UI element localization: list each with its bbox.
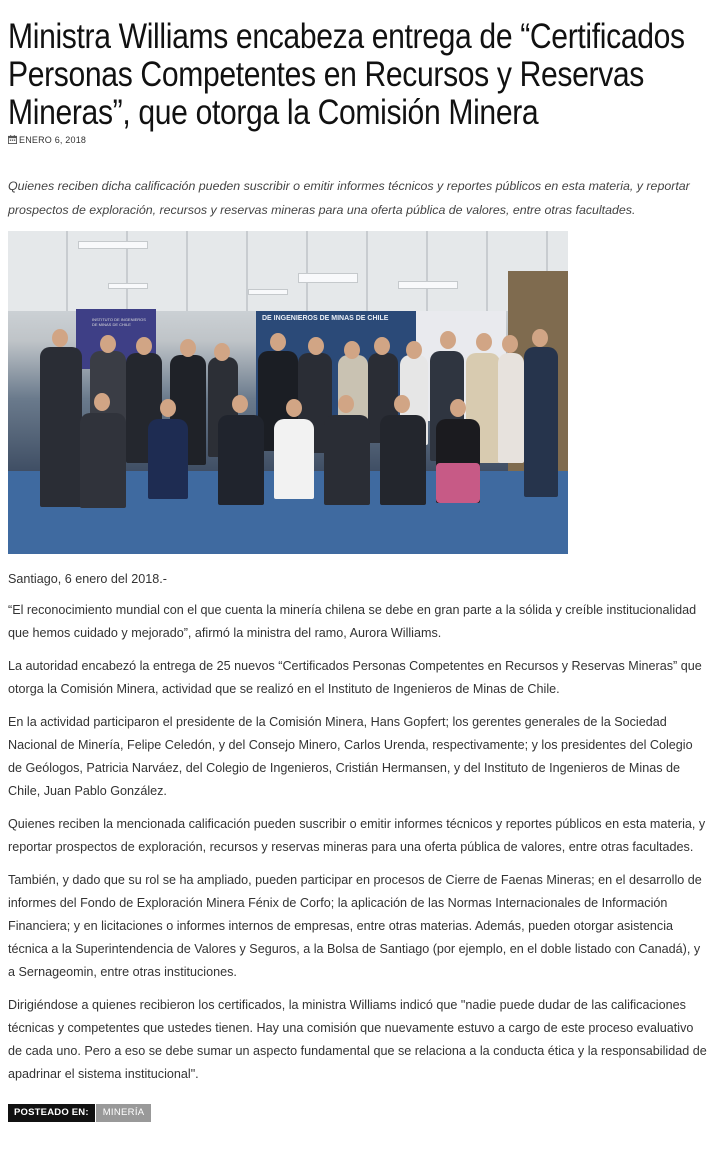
group-of-people (28, 323, 558, 523)
paragraph: La autoridad encabezó la entrega de 25 nuevos “Certificados Personas Competentes en Recursos y Reservas Mineras” que otorga la Comisión Minera, actividad que se realizó en el Instituto de Ingenieros de Minas de Chile. (8, 659, 702, 696)
paragraph: Quienes reciben la mencionada calificación pueden suscribir o emitir informes técnicos y reportes públicos en esta materia, y reportar prospectos de exploración, recursos y reservas mineras para una oferta pública de valores, entre otras facultades. (8, 817, 706, 854)
article-title: Ministra Williams encabeza entrega de “Certificados Personas Competentes en Recursos y Reservas Mineras”, que otorga la Comisión Minera (8, 17, 685, 132)
post-meta (8, 134, 709, 146)
banner-mid: DE INGENIEROS DE MINAS DE CHILE (256, 311, 416, 431)
article-lead: Quienes reciben dicha calificación pueden suscribir o emitir informes técnicos y reportes públicos en esta materia, y reportar prospectos de exploración, recursos y reservas mineras para una oferta pública de valores, entre otras facultades. (8, 179, 690, 217)
post-date: ENERO 6, 2018 (19, 135, 87, 145)
paragraph: Dirigiéndose a quienes recibieron los certificados, la ministra Williams indicó que "nadie puede dudar de las calificaciones técnicas y competentes que ustedes tienen. Hay una comisión que nuevamente estuvo a cargo de este proceso evaluativo de cada uno. Pero a eso se debe sumar un aspecto fundamental que se relaciona a la conducta ética y la responsabilidad de apadrinar el sistema institucional". (8, 998, 707, 1081)
article-body (8, 568, 710, 1086)
paragraph: Santiago, 6 enero del 2018.- (8, 572, 167, 586)
banner-left: INSTITUTO DE INGENIEROS DE MINAS DE CHILE (76, 309, 156, 369)
event-photo (8, 231, 568, 554)
paragraph: En la actividad participaron el presidente de la Comisión Minera, Hans Gopfert; los gerentes generales de la Sociedad Nacional de Minería, Felipe Celedón, y del Consejo Minero, Carlos Urenda, respectivamente; y los presidentes del Colegio de Geólogos, Patricia Narváez, del Colegio de Ingenieros, Cristián Hermansen, y del Instituto de Ingenieros de Minas de Chile, Juan Pablo González. (8, 715, 693, 798)
posted-in-label: POSTEADO EN: (8, 1104, 95, 1122)
post-categories (8, 1104, 709, 1122)
category-link-mineria[interactable]: MINERÍA (96, 1104, 152, 1122)
paragraph: “El reconocimiento mundial con el que cuenta la minería chilena se debe en gran parte a la sólida y creíble institucionalidad que hemos cuidado y mejorado”, afirmó la ministra del ramo, Aurora Williams. (8, 603, 697, 640)
paragraph: También, y dado que su rol se ha ampliado, pueden participar en procesos de Cierre de Faenas Mineras; en el desarrollo de informes del Fondo de Exploración Minera Fénix de Corfo; la aplicación de las Normas Internacionales de Información Financiera; y en licitaciones o informes internos de empresas, entre otras materias. Además, pueden otorgar asistencia técnica a la Superintendencia de Valores y Seguros, a la Bolsa de Santiago (por ejemplo, en el doble listado con Canadá), y a Sernageomin, entre otras instituciones. (8, 873, 702, 979)
calendar-icon (8, 131, 17, 149)
article (0, 18, 717, 1153)
